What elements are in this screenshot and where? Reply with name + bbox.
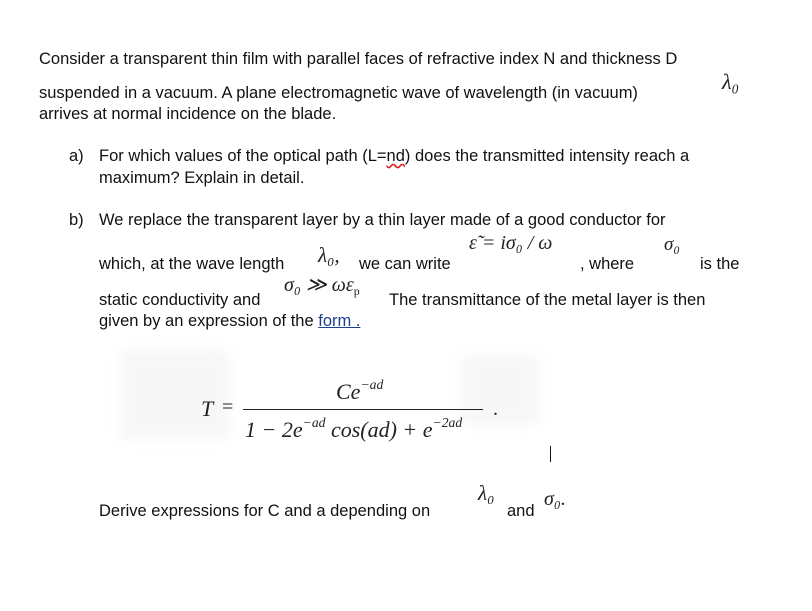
lambda0-symbol: λ₀ (722, 69, 740, 94)
formula-equals: = (222, 396, 234, 418)
intro-line-1: Consider a transparent thin film with parallel faces of refractive index N and thickness D (39, 50, 678, 68)
fraction-bar (243, 409, 483, 410)
scan-artifact-right (460, 355, 540, 425)
intro-line-2: suspended in a vacuum. A plane electromagnetic wave of wavelength (in vacuum) (39, 84, 638, 102)
part-b-where: , where (580, 255, 635, 273)
derive-and: and (507, 502, 535, 520)
part-a-line-1 (99, 146, 689, 166)
text-cursor (550, 446, 551, 462)
part-b-lambda0: λ₀, (318, 243, 340, 267)
formula-denominator (245, 415, 462, 443)
formula-numerator (336, 377, 383, 405)
epsilon-equation: ε̃ = iσ₀ / ω (469, 232, 553, 254)
numerator-exponent: −ad (360, 377, 384, 392)
part-b-given-by (99, 311, 360, 331)
part-b-line-1: We replace the transparent layer by a thin layer made of a good conductor for (99, 211, 666, 229)
part-b-transmittance: The transmittance of the metal layer is then (389, 291, 706, 309)
part-b-static-conductivity: static conductivity and (99, 291, 261, 309)
part-a-line-1-end: ) does the transmitted intensity reach a (404, 147, 690, 165)
part-a-line-1-start: For which values of the optical path (L= (99, 147, 387, 165)
nd-spellcheck-word: nd (386, 147, 405, 165)
inequality-subscript: p (353, 284, 360, 299)
derive-lambda0: λ₀ (478, 481, 495, 505)
formula-T: T (201, 396, 214, 421)
sigma0-symbol: σ₀ (664, 234, 680, 255)
formula-trailing-dot: . (493, 398, 498, 420)
part-b-we-can-write: we can write (359, 255, 451, 273)
part-b-which-text: which, at the wave length (99, 255, 285, 273)
part-a-line-2: maximum? Explain in detail. (99, 169, 305, 187)
derive-sigma0: σ₀. (544, 488, 566, 510)
denominator-exponent-2: −2ad (432, 415, 463, 430)
conductivity-inequality (284, 272, 360, 299)
part-a-marker: a) (69, 147, 84, 165)
numerator-base: Ce (336, 379, 361, 405)
intro-line-3: arrives at normal incidence on the blade. (39, 105, 337, 123)
derive-text: Derive expressions for C and a depending on (99, 502, 431, 520)
denominator-part-a: 1 − 2e (245, 417, 303, 443)
part-b-marker: b) (69, 211, 84, 229)
denominator-exponent-1: −ad (302, 415, 326, 430)
given-by-text: given by an expression of the (99, 312, 314, 330)
part-b-is-the: is the (700, 255, 740, 273)
scan-artifact-left (120, 350, 230, 440)
form-link[interactable]: form . (318, 312, 361, 330)
denominator-part-b: cos(ad) + e (325, 417, 433, 443)
inequality-main: σ₀ ≫ ωε (284, 274, 354, 296)
